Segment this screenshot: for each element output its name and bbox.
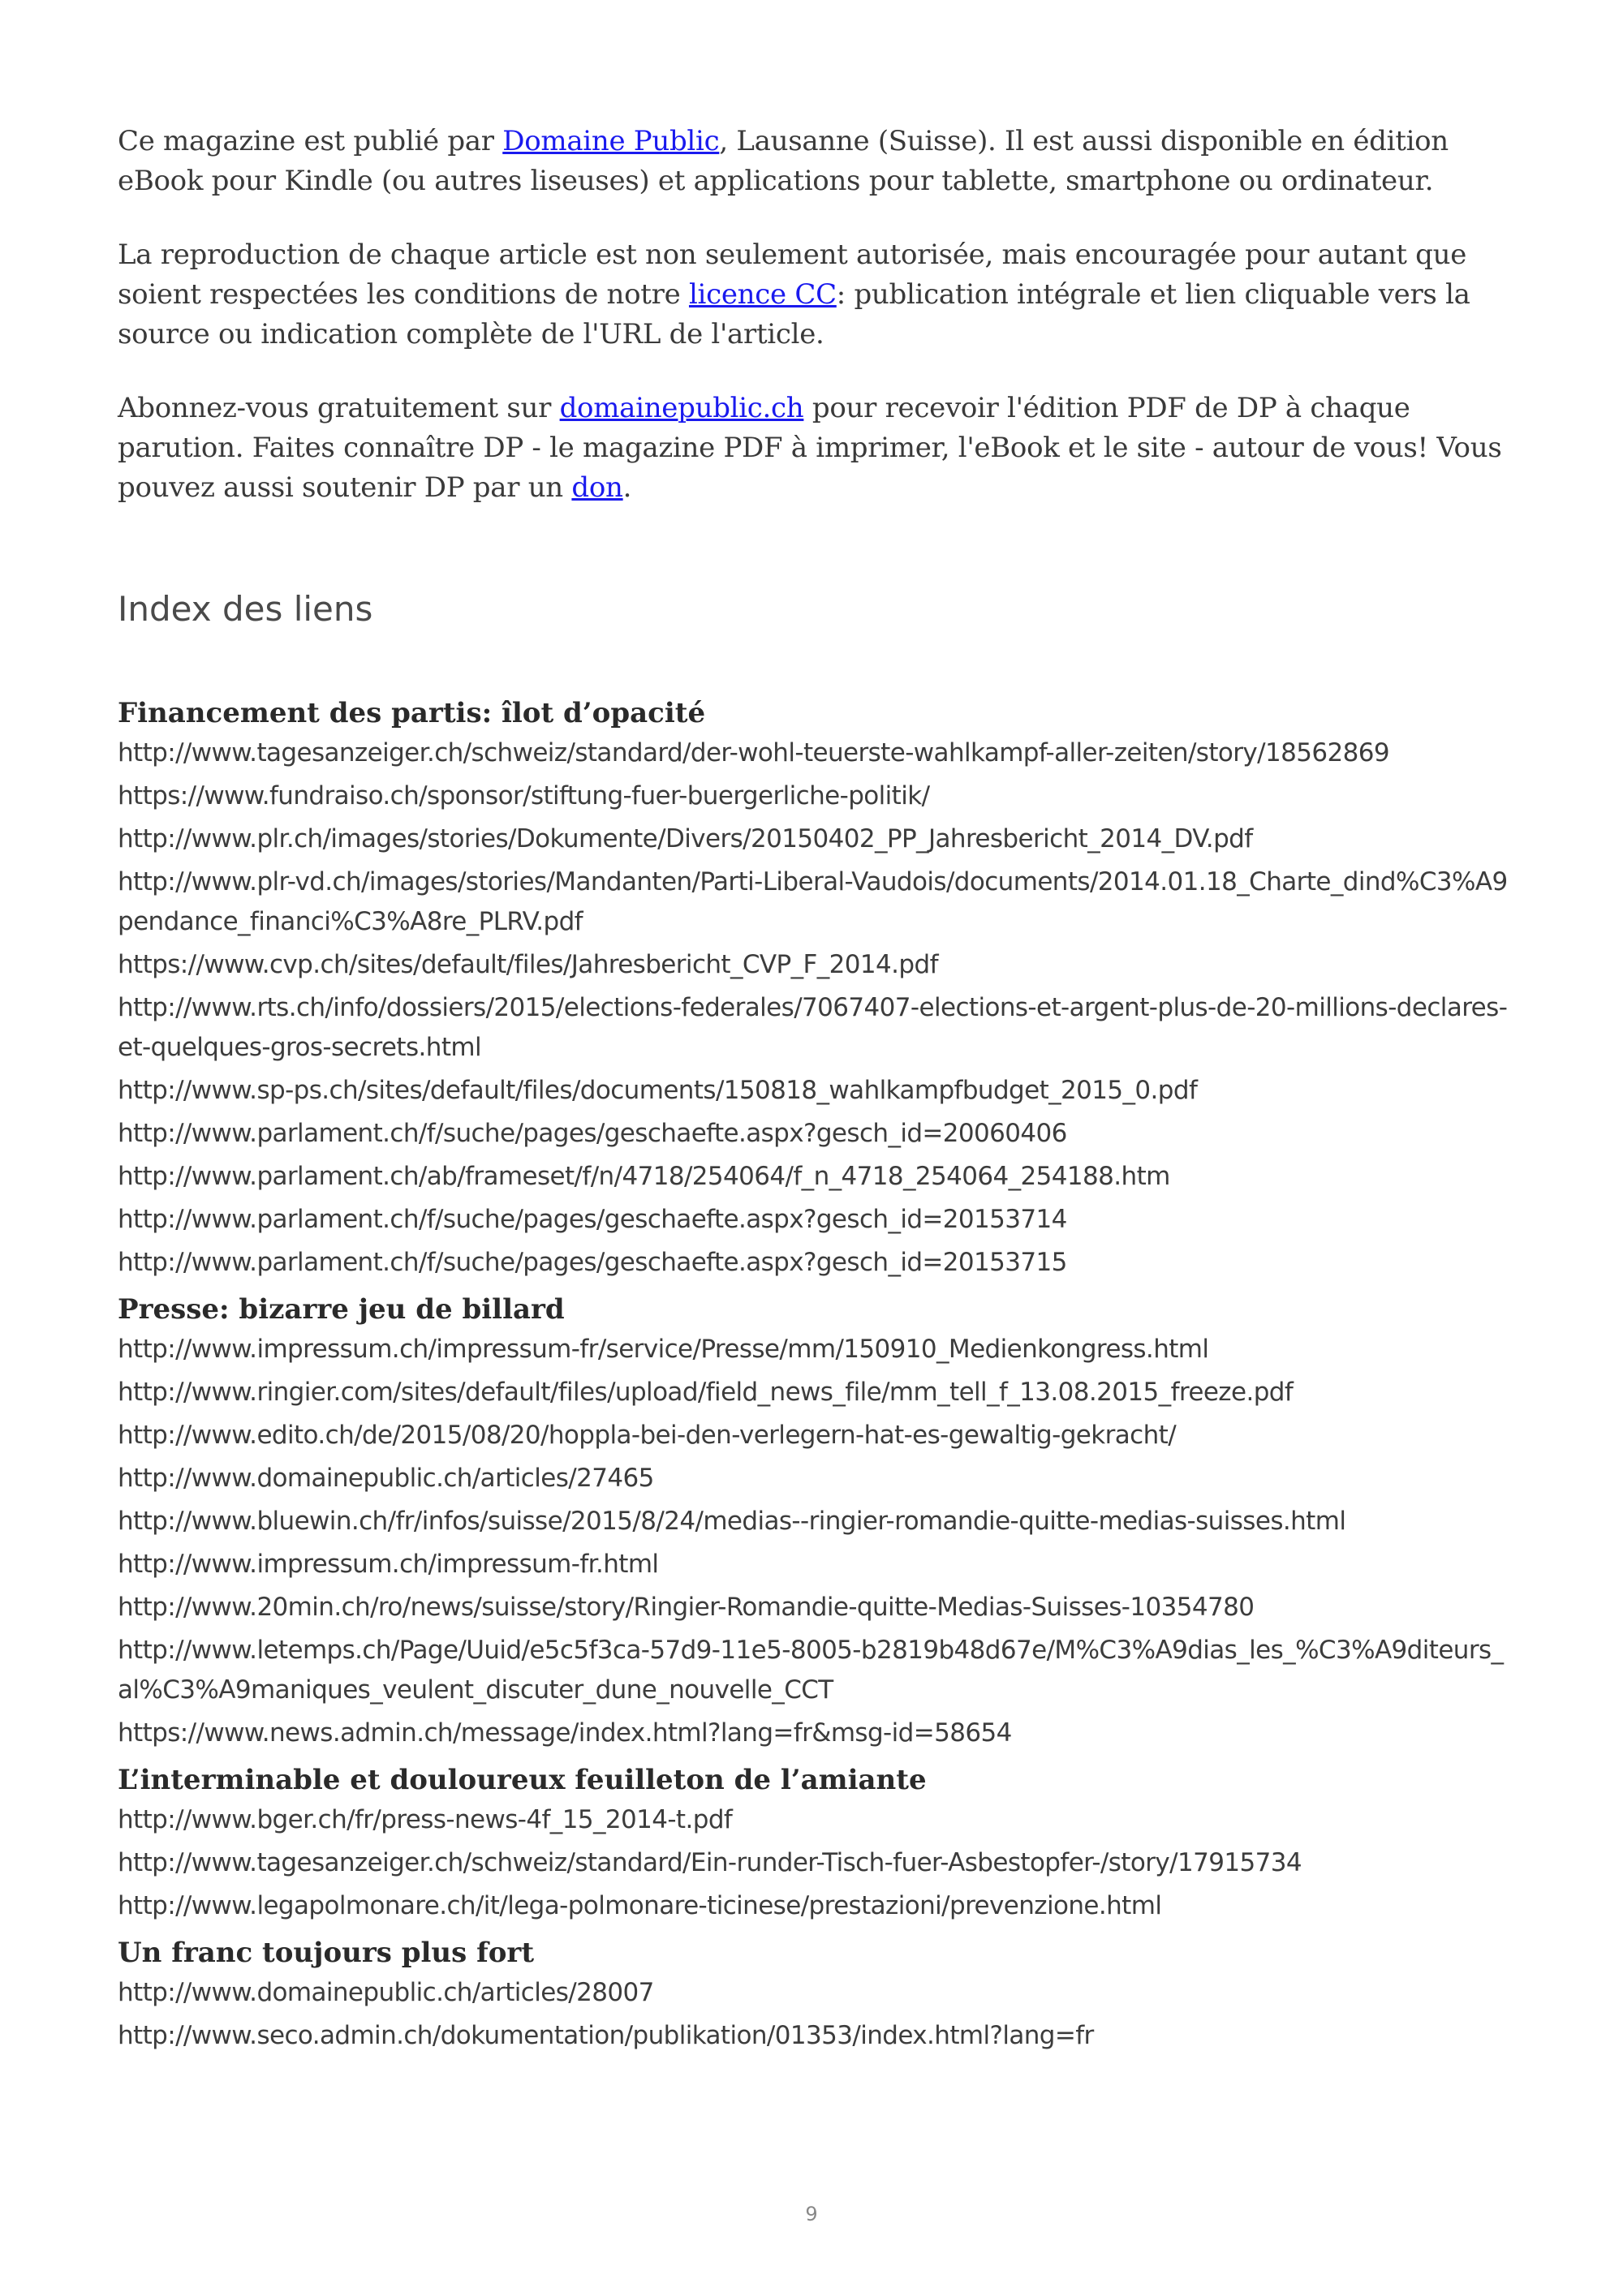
url-item: http://www.20min.ch/ro/news/suisse/story/Ringier-Romandie-quitte-Medias-Suisses-10354780	[118, 1593, 1255, 1622]
url-item: http://www.impressum.ch/impressum-fr.html	[118, 1550, 659, 1579]
intro-text: : publication intégrale et lien cliquable vers la source ou indication complète de l'URL de l'article.	[118, 278, 1470, 350]
url-item: http://www.plr.ch/images/stories/Dokumente/Divers/20150402_PP_Jahresbericht_2014_DV.pdf	[118, 824, 1253, 853]
intro-text: Abonnez-vous gratuitement sur	[118, 392, 560, 424]
page-number: 9	[805, 2203, 818, 2225]
url-item: http://www.seco.admin.ch/dokumentation/publikation/01353/index.html?lang=fr	[118, 2021, 1094, 2050]
index-heading: Index des liens	[118, 589, 373, 629]
donation-link[interactable]: don	[571, 471, 623, 504]
licence-cc-link[interactable]: licence CC	[688, 278, 837, 311]
url-list	[118, 1330, 1513, 1753]
link-section-amiante	[118, 1761, 1513, 1926]
url-item: http://www.parlament.ch/f/suche/pages/geschaefte.aspx?gesch_id=20153715	[118, 1248, 1067, 1277]
url-item: http://www.rts.ch/info/dossiers/2015/elections-federales/7067407-elections-et-argent-plus-de-20-millions-declares-et-quelques-gros-secrets.html	[118, 993, 1508, 1062]
intro-text: pour recevoir l'édition PDF de DP à chaque parution. Faites connaître DP - le magazine PDF à imprimer, l'eBook et le site - autour de vous! Vous pouvez aussi soutenir DP par un	[118, 392, 1502, 504]
intro-text: Ce magazine est publié par	[118, 125, 503, 157]
url-item: http://www.ringier.com/sites/default/files/upload/field_news_file/mm_tell_f_13.08.2015_freeze.pdf	[118, 1378, 1294, 1407]
url-item: http://www.letemps.ch/Page/Uuid/e5c5f3ca-57d9-11e5-8005-b2819b48d67e/M%C3%A9dias_les_%C3%A9diteurs_al%C3%A9maniques_veulent_discuter_dune_nouvelle_CCT	[118, 1636, 1504, 1705]
section-title: L’interminable et douloureux feuilleton de l’amiante	[118, 1764, 927, 1796]
url-item: https://www.fundraiso.ch/sponsor/stiftung-fuer-buergerliche-politik/	[118, 781, 930, 810]
link-section-presse	[118, 1291, 1513, 1753]
link-section-franc	[118, 1934, 1513, 2056]
url-item: http://www.tagesanzeiger.ch/schweiz/standard/Ein-runder-Tisch-fuer-Asbestopfer-/story/17915734	[118, 1848, 1302, 1877]
section-title: Financement des partis: îlot d’opacité	[118, 697, 706, 729]
link-section-financement	[118, 694, 1513, 1283]
domaine-public-link[interactable]: Domaine Public	[502, 125, 720, 157]
url-item: http://www.legapolmonare.ch/it/lega-polmonare-ticinese/prestazioni/prevenzione.html	[118, 1891, 1162, 1920]
intro-text: .	[622, 471, 632, 504]
url-item: http://www.edito.ch/de/2015/08/20/hoppla-bei-den-verlegern-hat-es-gewaltig-gekracht/	[118, 1421, 1177, 1450]
url-list	[118, 733, 1513, 1283]
url-item: http://www.plr-vd.ch/images/stories/Mandanten/Parti-Liberal-Vaudois/documents/2014.01.18_Charte_dind%C3%A9pendance_financi%C3%A8re_PLRV.pdf	[118, 867, 1508, 936]
url-list	[118, 1800, 1513, 1926]
intro-paragraph-publisher	[118, 122, 1513, 201]
section-title: Presse: bizarre jeu de billard	[118, 1293, 565, 1326]
url-item: https://www.news.admin.ch/message/index.html?lang=fr&msg-id=58654	[118, 1718, 1012, 1748]
url-item: http://www.impressum.ch/impressum-fr/service/Presse/mm/150910_Medienkongress.html	[118, 1335, 1209, 1364]
url-item: http://www.tagesanzeiger.ch/schweiz/standard/der-wohl-teuerste-wahlkampf-aller-zeiten/story/18562869	[118, 738, 1390, 767]
intro-paragraph-subscribe	[118, 389, 1513, 508]
section-title: Un franc toujours plus fort	[118, 1937, 535, 1969]
url-item: https://www.cvp.ch/sites/default/files/Jahresbericht_CVP_F_2014.pdf	[118, 950, 938, 979]
url-item: http://www.domainepublic.ch/articles/27465	[118, 1464, 654, 1493]
url-item: http://www.parlament.ch/ab/frameset/f/n/4718/254064/f_n_4718_254064_254188.htm	[118, 1162, 1170, 1191]
url-item: http://www.bluewin.ch/fr/infos/suisse/2015/8/24/medias--ringier-romandie-quitte-medias-suisses.html	[118, 1507, 1346, 1536]
url-item: http://www.bger.ch/fr/press-news-4f_15_2014-t.pdf	[118, 1805, 733, 1834]
url-item: http://www.sp-ps.ch/sites/default/files/documents/150818_wahlkampfbudget_2015_0.pdf	[118, 1076, 1198, 1105]
domainepublic-link[interactable]: domainepublic.ch	[559, 392, 804, 424]
intro-paragraph-license	[118, 235, 1513, 355]
url-item: http://www.parlament.ch/f/suche/pages/geschaefte.aspx?gesch_id=20153714	[118, 1205, 1067, 1234]
url-item: http://www.parlament.ch/f/suche/pages/geschaefte.aspx?gesch_id=20060406	[118, 1119, 1067, 1148]
intro-text: La reproduction de chaque article est non seulement autorisée, mais encouragée pour autant que soient respectées les conditions de notre	[118, 239, 1467, 311]
page-content	[118, 122, 1513, 2064]
url-item: http://www.domainepublic.ch/articles/28007	[118, 1978, 654, 2007]
intro-text: , Lausanne (Suisse). Il est aussi disponible en édition eBook pour Kindle (ou autres liseuses) et applications pour tablette, smartphone ou ordinateur.	[118, 125, 1449, 197]
url-list	[118, 1973, 1513, 2056]
